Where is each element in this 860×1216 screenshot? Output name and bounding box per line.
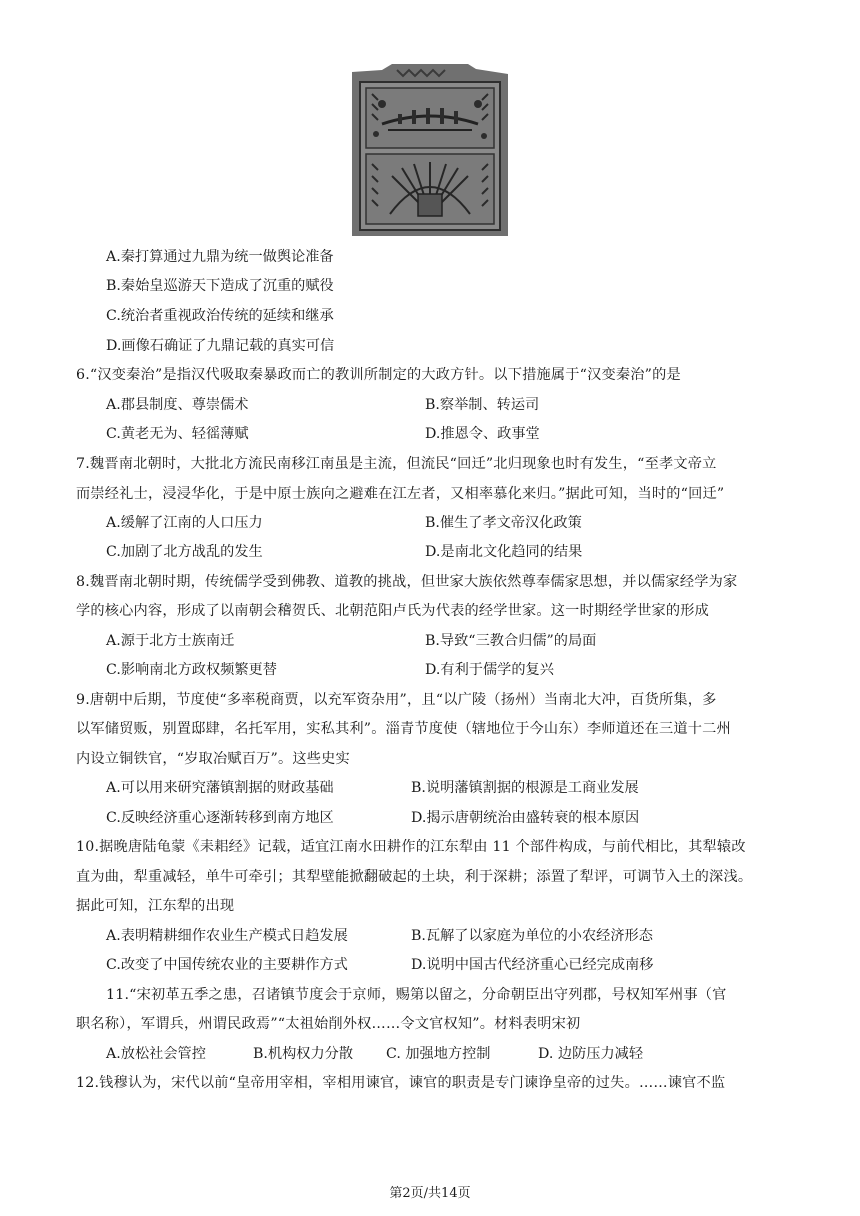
- q7-option-b: B.催生了孝文帝汉化政策: [425, 515, 582, 531]
- q7-option-a: A.缓解了江南的人口压力: [106, 515, 263, 531]
- q11-option-a: A.放松社会管控: [106, 1046, 206, 1062]
- q6-stem: 6.“汉变秦治”是指汉代吸取秦暴政而亡的教训所制定的大政方针。以下措施属于“汉变秦治”的是: [76, 367, 681, 383]
- q10-stem-line-1: 10.据晚唐陆龟蒙《耒耜经》记载，适宜江南水田耕作的江东犁由 11 个部件构成，与前代相比，其犁辕改: [76, 839, 746, 855]
- q5-option-d: D.画像石确证了九鼎记载的真实可信: [106, 338, 335, 354]
- q9-stem-line-2: 以军储贸贩，别置邸肆，名托军用，实私其利”。淄青节度使（辖地位于今山东）李师道还在三道十二州: [76, 721, 731, 737]
- q11-option-b: B.机构权力分散: [253, 1046, 354, 1062]
- q10-option-c: C.改变了中国传统农业的主要耕作方式: [106, 957, 348, 973]
- stone-relief-image: [352, 64, 508, 236]
- q5-option-b: B.秦始皇巡游天下造成了沉重的赋役: [106, 278, 334, 294]
- q8-stem-line-2: 学的核心内容，形成了以南朝会稽贺氏、北朝范阳卢氏为代表的经学世家。这一时期经学世家的形成: [76, 603, 710, 619]
- q9-option-b: B.说明藩镇割据的根源是工商业发展: [411, 780, 639, 796]
- q11-stem-line-1: 11.“宋初革五季之患，召诸镇节度会于京师，赐第以留之，分命朝臣出守列郡，号权知军州事（官: [106, 987, 727, 1003]
- q9-option-c: C.反映经济重心逐渐转移到南方地区: [106, 810, 334, 826]
- q7-option-d: D.是南北文化趋同的结果: [425, 544, 583, 560]
- q11-option-d: D. 边防压力减轻: [538, 1046, 644, 1062]
- q8-option-b: B.导致“三教合归儒”的局面: [425, 633, 597, 649]
- q7-stem-line-1: 7.魏晋南北朝时，大批北方流民南移江南虽是主流，但流民“回迁”北归现象也时有发生，“至孝文帝立: [76, 456, 717, 472]
- q7-option-c: C.加剧了北方战乱的发生: [106, 544, 263, 560]
- q10-stem-line-2: 直为曲，犁重减轻，单牛可牵引；其犁壁能掀翻破起的土块，利于深耕；添置了犁评，可调节入土的深浅。: [76, 869, 753, 885]
- q10-option-d: D.说明中国古代经济重心已经完成南移: [411, 957, 654, 973]
- q7-stem-line-2: 而崇经礼士，浸浸华化，于是中原士族向之避难在江左者，又相率慕化来归。”据此可知，当时的“回迁”: [76, 486, 725, 502]
- q6-option-d: D.推恩令、政事堂: [425, 426, 540, 442]
- page-number: 第2页/共14页: [389, 1186, 471, 1201]
- q12-stem-line-1: 12.钱穆认为，宋代以前“皇帝用宰相，宰相用谏官，谏官的职责是专门谏诤皇帝的过失。……谏官不监: [76, 1075, 726, 1091]
- q6-option-b: B.察举制、转运司: [425, 397, 540, 413]
- q8-option-c: C.影响南北方政权频繁更替: [106, 662, 277, 678]
- q8-option-d: D.有利于儒学的复兴: [425, 662, 554, 678]
- q5-option-a: A.秦打算通过九鼎为统一做舆论准备: [106, 249, 334, 265]
- q6-option-a: A.郡县制度、尊崇儒术: [106, 397, 249, 413]
- q11-option-c: C. 加强地方控制: [386, 1046, 491, 1062]
- q10-option-a: A.表明精耕细作农业生产模式日趋发展: [106, 928, 348, 944]
- q9-stem-line-3: 内设立铜铁官，“岁取冶赋百万”。这些史实: [76, 751, 350, 767]
- stone-relief-art: [352, 64, 508, 236]
- q9-stem-line-1: 9.唐朝中后期，节度使“多率税商贾，以充军资杂用”，且“以广陵（扬州）当南北大冲，百货所集，多: [76, 692, 717, 708]
- q10-option-b: B.瓦解了以家庭为单位的小农经济形态: [411, 928, 653, 944]
- q8-stem-line-1: 8.魏晋南北朝时期，传统儒学受到佛教、道教的挑战，但世家大族依然尊奉儒家思想，并以儒家经学为家: [76, 574, 738, 590]
- q5-option-c: C.统治者重视政治传统的延续和继承: [106, 308, 334, 324]
- q6-option-c: C.黄老无为、轻徭薄赋: [106, 426, 249, 442]
- q9-option-a: A.可以用来研究藩镇割据的财政基础: [106, 780, 334, 796]
- q9-option-d: D.揭示唐朝统治由盛转衰的根本原因: [411, 810, 640, 826]
- q8-option-a: A.源于北方士族南迁: [106, 633, 235, 649]
- q10-stem-line-3: 据此可知，江东犁的出现: [76, 898, 235, 914]
- q11-stem-line-2: 职名称），军谓兵，州谓民政焉”“太祖始削外权……令文官权知”。材料表明宋初: [76, 1016, 581, 1032]
